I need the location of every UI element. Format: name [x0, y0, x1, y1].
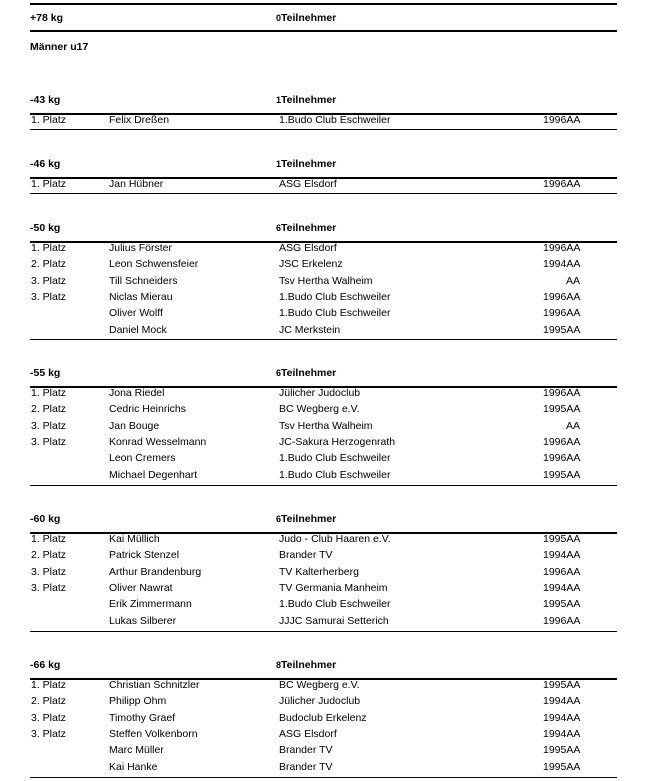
year-grade-cell	[543, 728, 580, 740]
club-name: Budoclub Erkelenz	[279, 711, 367, 724]
participant-count	[276, 222, 336, 234]
place-cell: 3. Platz	[31, 727, 67, 740]
result-row	[0, 744, 650, 760]
club-name: BC Wegberg e.V.	[279, 679, 360, 691]
top-participant-count	[276, 12, 336, 24]
grade-code: AA	[566, 403, 581, 416]
participant-count-value: 8	[276, 660, 282, 670]
place-cell: 3. Platz	[31, 711, 67, 724]
grade-code: AA	[566, 760, 581, 773]
year-grade-cell	[543, 712, 580, 724]
athlete-name: Daniel Mock	[109, 323, 167, 336]
athlete-name: Till Schneiders	[109, 274, 178, 287]
year-grade-cell	[543, 549, 580, 561]
year-grade-cell	[543, 291, 580, 303]
club-name: JC-Sakura Herzogenrath	[279, 435, 396, 448]
year-grade-cell	[543, 387, 580, 399]
participant-count	[276, 367, 336, 379]
grade-code: AA	[566, 581, 581, 594]
grade-code: AA	[566, 727, 581, 740]
birth-year: 1996	[543, 290, 567, 303]
place-cell: 3. Platz	[31, 565, 67, 578]
top-count-label: Teilnehmer	[281, 12, 337, 24]
year-grade-cell	[543, 744, 580, 756]
weight-class-title: -46 kg	[30, 158, 61, 170]
athlete-name: Steffen Volkenborn	[109, 727, 198, 740]
participant-count-label: Teilnehmer	[281, 94, 337, 106]
year-grade-cell	[543, 275, 580, 287]
grade-code: AA	[566, 114, 581, 126]
result-row	[0, 178, 650, 194]
club-name: Brander TV	[279, 549, 333, 562]
club-name: Brander TV	[279, 760, 333, 773]
place-cell: 3. Platz	[31, 419, 67, 432]
result-row	[0, 679, 650, 695]
participant-count	[276, 659, 336, 671]
year-grade-cell	[543, 761, 580, 773]
year-grade-cell	[543, 324, 580, 336]
year-grade-cell	[543, 582, 580, 594]
result-row	[0, 695, 650, 711]
result-row	[0, 403, 650, 419]
result-row	[0, 761, 650, 777]
result-row	[0, 242, 650, 258]
club-name: ASG Elsdorf	[279, 178, 337, 190]
top-header-rule	[30, 30, 617, 32]
club-name: ASG Elsdorf	[279, 727, 337, 740]
birth-year: 1996	[543, 178, 567, 190]
result-row	[0, 615, 650, 631]
birth-year: 1994	[543, 695, 567, 708]
athlete-name: Leon Cremers	[109, 452, 176, 465]
result-row	[0, 275, 650, 291]
result-row	[0, 307, 650, 323]
participant-count-label: Teilnehmer	[281, 158, 337, 170]
place-cell: 3. Platz	[31, 581, 67, 594]
participant-count-value: 6	[276, 368, 282, 378]
year-grade-cell	[543, 307, 580, 319]
grade-code: AA	[566, 290, 581, 303]
grade-code: AA	[566, 711, 581, 724]
grade-code: AA	[566, 744, 581, 757]
birth-year: 1995	[543, 744, 567, 757]
participant-count-label: Teilnehmer	[281, 367, 337, 379]
birth-year: 1994	[543, 258, 567, 271]
grade-code: AA	[565, 419, 580, 432]
top-weight-class: +78 kg	[30, 12, 63, 24]
weight-class-title: -55 kg	[30, 367, 61, 379]
club-name: 1.Budo Club Eschweiler	[279, 468, 391, 481]
club-name: TV Kalterherberg	[279, 565, 359, 578]
athlete-name: Philipp Ohm	[109, 695, 167, 708]
place-cell: 1. Platz	[31, 533, 67, 545]
grade-code: AA	[566, 307, 581, 320]
birth-year: 1995	[543, 679, 567, 691]
result-row	[0, 387, 650, 403]
grade-code: AA	[566, 242, 581, 254]
result-row	[0, 549, 650, 565]
result-row	[0, 469, 650, 485]
year-grade-cell	[543, 242, 580, 254]
year-grade-cell	[543, 420, 580, 432]
birth-year: 1996	[543, 307, 567, 320]
weight-class-title: -66 kg	[30, 659, 61, 671]
place-cell: 3. Platz	[31, 274, 67, 287]
year-grade-cell	[543, 695, 580, 707]
section-footer-rule	[30, 193, 617, 194]
result-row	[0, 324, 650, 340]
year-grade-cell	[543, 114, 580, 126]
athlete-name: Oliver Wolff	[109, 307, 163, 320]
athlete-name: Jan Hübner	[109, 178, 164, 190]
year-grade-cell	[543, 178, 580, 190]
weight-class-title: -43 kg	[30, 94, 61, 106]
athlete-name: Jan Bouge	[109, 419, 160, 432]
participant-count-label: Teilnehmer	[281, 513, 337, 525]
participant-count	[276, 94, 336, 106]
grade-code: AA	[566, 323, 581, 336]
birth-year: 1994	[543, 711, 567, 724]
birth-year: 1996	[543, 614, 567, 627]
grade-code: AA	[566, 533, 581, 545]
year-grade-cell	[543, 598, 580, 610]
birth-year: 1995	[543, 468, 567, 481]
athlete-name: Kai Müllich	[109, 533, 160, 545]
club-name: TV Germania Manheim	[279, 581, 388, 594]
club-name: JJJC Samurai Setterich	[279, 614, 389, 627]
club-name: 1.Budo Club Eschweiler	[279, 452, 391, 465]
athlete-name: Leon Schwensfeier	[109, 258, 199, 271]
grade-code: AA	[566, 435, 581, 448]
athlete-name: Christian Schnitzler	[109, 679, 200, 691]
grade-code: AA	[566, 452, 581, 465]
year-grade-cell	[543, 452, 580, 464]
result-row	[0, 452, 650, 468]
section-footer-rule	[30, 339, 617, 340]
birth-year: 1995	[543, 403, 567, 416]
grade-code: AA	[566, 679, 581, 691]
participant-count-value: 1	[276, 159, 282, 169]
birth-year: 1995	[543, 598, 567, 611]
birth-year: 1996	[543, 452, 567, 465]
place-cell: 2. Platz	[31, 695, 67, 708]
birth-year: 1995	[543, 533, 567, 545]
birth-year: 1994	[543, 581, 567, 594]
grade-code: AA	[566, 598, 581, 611]
athlete-name: Michael Degenhart	[109, 468, 198, 481]
athlete-name: Oliver Nawrat	[109, 581, 173, 594]
place-cell: 1. Platz	[31, 387, 67, 399]
birth-year: 1996	[543, 242, 567, 254]
result-row	[0, 582, 650, 598]
birth-year: 1994	[543, 549, 567, 562]
athlete-name: Timothy Graef	[109, 711, 176, 724]
participant-count-value: 6	[276, 514, 282, 524]
grade-code: AA	[566, 565, 581, 578]
club-name: 1.Budo Club Eschweiler	[279, 598, 391, 611]
club-name: JSC Erkelenz	[279, 258, 343, 271]
club-name: 1.Budo Club Eschweiler	[279, 114, 391, 126]
participant-count-value: 1	[276, 95, 282, 105]
year-grade-cell	[543, 566, 580, 578]
participant-count-label: Teilnehmer	[281, 659, 337, 671]
top-count-value: 0	[276, 13, 282, 23]
weight-class-title: -50 kg	[30, 222, 61, 234]
club-name: 1.Budo Club Eschweiler	[279, 290, 391, 303]
category-title: Männer u17	[30, 41, 89, 53]
result-row	[0, 598, 650, 614]
birth-year: 1996	[543, 387, 567, 399]
result-row	[0, 291, 650, 307]
year-grade-cell	[543, 615, 580, 627]
result-row	[0, 533, 650, 549]
club-name: Brander TV	[279, 744, 333, 757]
athlete-name: Arthur Brandenburg	[109, 565, 202, 578]
result-row	[0, 712, 650, 728]
club-name: Jülicher Judoclub	[279, 695, 361, 708]
section-footer-rule	[30, 631, 617, 632]
top-rule	[30, 3, 617, 5]
place-cell: 1. Platz	[31, 679, 67, 691]
place-cell: 1. Platz	[31, 178, 67, 190]
year-grade-cell	[543, 436, 580, 448]
club-name: BC Wegberg e.V.	[279, 403, 360, 416]
result-row	[0, 114, 650, 130]
club-name: 1.Budo Club Eschweiler	[279, 307, 391, 320]
grade-code: AA	[565, 274, 580, 287]
participant-count-label: Teilnehmer	[281, 222, 337, 234]
athlete-name: Cedric Heinrichs	[109, 403, 187, 416]
athlete-name: Konrad Wesselmann	[109, 435, 207, 448]
participant-count	[276, 513, 336, 525]
year-grade-cell	[543, 469, 580, 481]
athlete-name: Felix Dreßen	[109, 114, 170, 126]
year-grade-cell	[543, 533, 580, 545]
result-row	[0, 566, 650, 582]
birth-year: 1994	[543, 727, 567, 740]
birth-year: 1996	[543, 565, 567, 578]
club-name: Tsv Hertha Walheim	[279, 419, 373, 432]
section-footer-rule	[30, 485, 617, 486]
place-cell: 3. Platz	[31, 290, 67, 303]
birth-year: 1995	[543, 760, 567, 773]
place-cell: 2. Platz	[31, 403, 67, 416]
athlete-name: Lukas Silberer	[109, 614, 177, 627]
grade-code: AA	[566, 468, 581, 481]
birth-year: 1995	[543, 323, 567, 336]
result-row	[0, 728, 650, 744]
section-footer-rule	[30, 777, 617, 778]
athlete-name: Marc Müller	[109, 744, 164, 757]
athlete-name: Erik Zimmermann	[109, 598, 192, 611]
place-cell: 2. Platz	[31, 258, 67, 271]
year-grade-cell	[543, 403, 580, 415]
grade-code: AA	[566, 549, 581, 562]
club-name: Judo - Club Haaren e.V.	[279, 533, 391, 545]
athlete-name: Jona Riedel	[109, 387, 165, 399]
section-footer-rule	[30, 129, 617, 130]
place-cell: 3. Platz	[31, 435, 67, 448]
athlete-name: Kai Hanke	[109, 760, 158, 773]
grade-code: AA	[566, 387, 581, 399]
grade-code: AA	[566, 258, 581, 271]
club-name: ASG Elsdorf	[279, 242, 337, 254]
club-name: Jülicher Judoclub	[279, 387, 361, 399]
club-name: JC Merkstein	[279, 323, 341, 336]
participant-count	[276, 158, 336, 170]
weight-class-title: -60 kg	[30, 513, 61, 525]
grade-code: AA	[566, 178, 581, 190]
result-row	[0, 436, 650, 452]
place-cell: 1. Platz	[31, 114, 67, 126]
grade-code: AA	[566, 695, 581, 708]
club-name: Tsv Hertha Walheim	[279, 274, 373, 287]
place-cell: 1. Platz	[31, 242, 67, 254]
result-row	[0, 420, 650, 436]
athlete-name: Julius Förster	[109, 242, 173, 254]
birth-year: 1996	[543, 435, 567, 448]
participant-count-value: 6	[276, 223, 282, 233]
result-row	[0, 258, 650, 274]
grade-code: AA	[566, 614, 581, 627]
year-grade-cell	[543, 258, 580, 270]
athlete-name: Patrick Stenzel	[109, 549, 180, 562]
year-grade-cell	[543, 679, 580, 691]
place-cell: 2. Platz	[31, 549, 67, 562]
birth-year: 1996	[543, 114, 567, 126]
athlete-name: Niclas Mierau	[109, 290, 173, 303]
